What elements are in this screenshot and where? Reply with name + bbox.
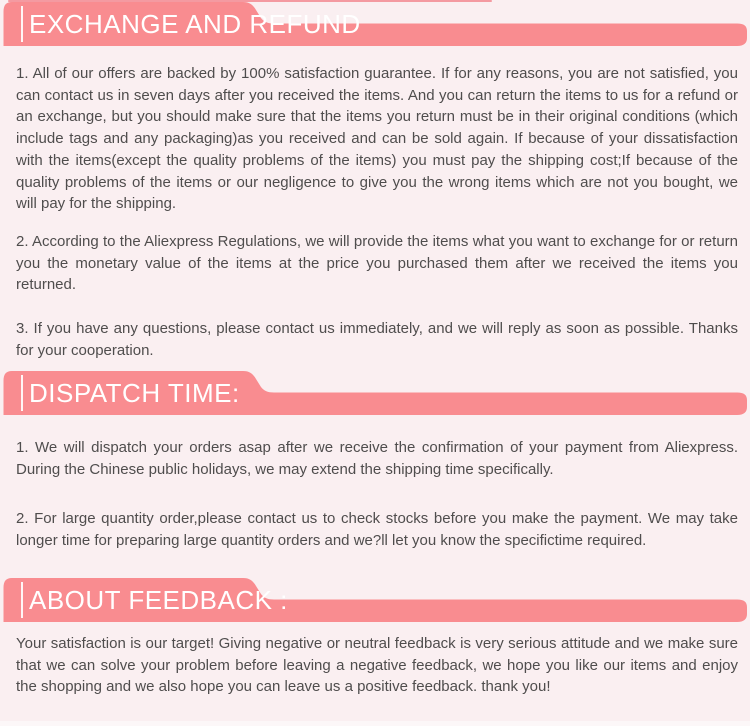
- policy-paragraph: Your satisfaction is our target! Giving negative or neutral feedback is very serious attitude and we make sure that we can solve your problem before leaving a negative feedback, we hope you like our items and enjoy the shopping and we also hope you can leave us a positive feedback. thank you!: [16, 635, 738, 696]
- section-title-exchange-and-refund: EXCHANGE AND REFUND: [29, 9, 361, 39]
- policy-paragraph: 3. If you have any questions, please contact us immediately, and we will reply as soon as possible. Thanks for your cooperation.: [16, 320, 738, 359]
- banner-accent-line: [21, 375, 23, 411]
- policy-paragraph: 2. According to the Aliexpress Regulations, we will provide the items what you want to exchange for or return you the monetary value of the items at the price you purchased them after we received the items you returned.: [16, 232, 738, 294]
- section-body-dispatch-time: [16, 437, 738, 552]
- policy-paragraph: 2. For large quantity order,please contact us to check stocks before you make the payment. We may take longer time for preparing large quantity orders and we?ll let you know the specifictime required.: [16, 510, 738, 550]
- policy-paragraph: 1. All of our offers are backed by 100% satisfaction guarantee. If for any reasons, you are not satisfied, you can contact us in seven days after you received the items. And you can return the items to us for a refund or an exchange, but you should make sure that the items you return must be in their original conditions (which include tags and any packaging)as you received and can be sold again. If because of your dissatisfaction with the items(except the quality problems of the items) you must pay the shipping cost;If because of the quality problems of the items or our negligence to give you the wrong items which are not you bought, we will pay for the shipping.: [16, 65, 738, 213]
- banner-accent-line: [21, 582, 23, 618]
- decorative-bottom-strip: [0, 721, 750, 726]
- policy-paragraph: 1. We will dispatch your orders asap after we receive the confirmation of your payment from Aliexpress. During the Chinese public holidays, we may extend the shipping time specifically.: [16, 439, 738, 478]
- section-body-exchange-and-refund: [16, 63, 738, 361]
- section-header-dispatch-time: [0, 371, 750, 415]
- section-body-about-feedback: [16, 633, 738, 698]
- banner-accent-line: [21, 6, 23, 42]
- section-header-about-feedback: [0, 578, 750, 622]
- section-header-exchange-and-refund: [0, 2, 750, 46]
- section-title-about-feedback: ABOUT FEEDBACK :: [29, 585, 288, 615]
- section-title-dispatch-time: DISPATCH TIME:: [29, 378, 240, 408]
